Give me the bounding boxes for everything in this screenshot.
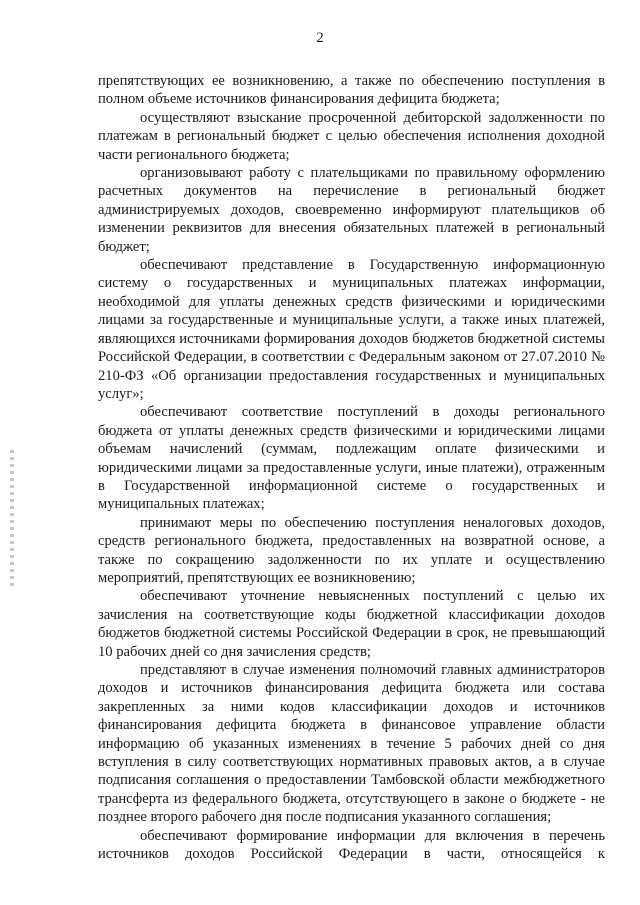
paragraph: обеспечивают представление в Государственную информационную систему о государственных и муниципальных платежах информации, необходимой для уплаты денежных средств физическими и юридическими лицами за государственные и муниципальные услуги, а также иных платежей, являющихся источниками формирования доходов бюджетов бюджетной системы Российской Федерации, в соответствии с Федеральным законом от 27.07.2010 № 210-ФЗ «Об организации предоставления государственных и муниципальных услуг»; <box>98 257 605 402</box>
document-body <box>98 72 605 863</box>
paragraph: препятствующих ее возникновению, а также по обеспечению поступления в полном объеме источников финансирования дефицита бюджета; <box>98 73 605 108</box>
scan-edge-mark <box>10 450 14 590</box>
paragraph: обеспечивают уточнение невыясненных поступлений с целью их зачисления на соответствующие коды бюджетной классификации доходов бюджетов бюджетной системы Российской Федерации в срок, не превышающий 10 рабочих дней со дня зачисления средств; <box>98 588 605 660</box>
paragraph: осуществляют взыскание просроченной дебиторской задолженности по платежам в региональный бюджет с целью обеспечения исполнения доходной части регионального бюджета; <box>98 109 605 163</box>
page-number: 2 <box>316 30 324 46</box>
paragraph: обеспечивают формирование информации для включения в перечень источников доходов Российской Федерации в части, относящейся к <box>98 827 605 863</box>
paragraph: организовывают работу с плательщиками по правильному оформлению расчетных документов на перечисление в региональный бюджет администрируемых доходов, своевременно информируют плательщиков об изменении реквизитов для внесения обязательных платежей в региональный бюджет; <box>98 165 605 255</box>
paragraph: принимают меры по обеспечению поступления неналоговых доходов, средств регионального бюджета, предоставленных на возвратной основе, а также по сокращению задолженности по их уплате и осуществлению мероприятий, препятствующих ее возникновению; <box>98 514 605 586</box>
paragraph: представляют в случае изменения полномочий главных администраторов доходов и источников финансирования дефицита бюджета или состава закрепленных за ними кодов классификации доходов и источников финансирования дефицита бюджета в финансовое управление области информацию об указанных изменениях в течение 5 рабочих дней со дня вступления в силу соответствующих нормативных правовых актов, а в случае подписания соглашения о предоставлении Тамбовской области межбюджетного трансферта из федерального бюджета, отсутствующего в законе о бюджете - не позднее второго рабочего дня после подписания указанного соглашения; <box>98 662 605 826</box>
paragraph: обеспечивают соответствие поступлений в доходы регионального бюджета от уплаты денежных средств физическими и юридическими лицами объемам начислений (суммам, подлежащим оплате физическими и юридическими лицами за предоставленные услуги, иные платежи), отраженным в Государственной информационной системе о государственных и муниципальных платежах; <box>98 404 605 513</box>
